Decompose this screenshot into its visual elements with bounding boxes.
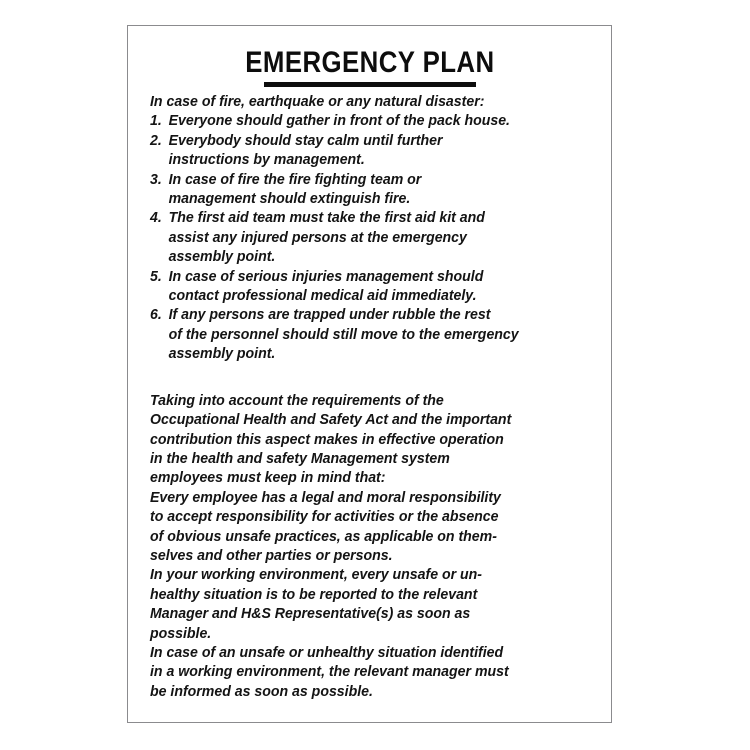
paragraph-line: contribution this aspect makes in effective operation xyxy=(150,430,504,448)
list-item xyxy=(150,170,559,189)
paragraph-line: In your working environment, every unsafe or un- xyxy=(150,566,482,584)
page-title: EMERGENCY PLAN xyxy=(244,46,495,79)
paragraph-line: Every employee has a legal and moral responsibility xyxy=(150,488,501,506)
paragraph-line: Taking into account the requirements of the xyxy=(150,391,444,409)
paragraph-line: selves and other parties or persons. xyxy=(150,546,393,564)
list-item-continuation: assist any injured persons at the emergency xyxy=(168,228,467,246)
title-underline-rule xyxy=(264,82,476,87)
list-item xyxy=(150,131,559,150)
title-block xyxy=(128,48,611,87)
paragraph-line: Occupational Health and Safety Act and the important xyxy=(150,411,512,429)
list-item xyxy=(150,267,559,286)
paragraph-line: to accept responsibility for activities or the absence xyxy=(150,508,499,526)
list-item-continuation: of the personnel should still move to the emergency xyxy=(168,325,519,343)
section-gap xyxy=(150,364,590,391)
intro-line: In case of fire, earthquake or any natural disaster: xyxy=(150,93,485,110)
list-item-number: 4. xyxy=(150,209,162,227)
list-item-continuation: management should extinguish fire. xyxy=(168,190,411,208)
list-item xyxy=(150,208,559,227)
list-item-continuation: contact professional medical aid immediately. xyxy=(168,287,477,305)
list-item-text: Everyone should gather in front of the pack house. xyxy=(168,112,510,130)
list-item-text: In case of fire the fire fighting team or xyxy=(168,170,422,188)
numbered-instruction-list xyxy=(150,111,590,363)
paragraph-line: be informed as soon as possible. xyxy=(150,682,373,700)
paragraph-line: in the health and safety Management system xyxy=(150,449,450,467)
list-item-continuation: instructions by management. xyxy=(168,151,365,169)
list-item-continuation: assembly point. xyxy=(168,345,276,363)
paragraph-line: Manager and H&S Representative(s) as soon as xyxy=(150,605,471,623)
list-item xyxy=(150,305,559,324)
emergency-plan-notice xyxy=(127,25,612,723)
list-item-text: Everybody should stay calm until further xyxy=(168,131,443,149)
paragraph-line: In case of an unsafe or unhealthy situation identified xyxy=(150,643,504,661)
policy-paragraph-block xyxy=(150,391,590,702)
paragraph-line: possible. xyxy=(150,624,212,642)
paragraph-line: in a working environment, the relevant manager must xyxy=(150,663,509,681)
list-item-number: 2. xyxy=(150,131,162,149)
paragraph-line: employees must keep in mind that: xyxy=(150,469,386,487)
list-item xyxy=(150,111,559,130)
list-item-text: If any persons are trapped under rubble the rest xyxy=(168,306,491,324)
list-item-number: 5. xyxy=(150,267,162,285)
list-item-text: The first aid team must take the first aid kit and xyxy=(168,209,485,227)
paragraph-line: healthy situation is to be reported to the relevant xyxy=(150,585,478,603)
list-item-continuation: assembly point. xyxy=(168,248,276,266)
list-item-text: In case of serious injuries management should xyxy=(168,267,484,285)
paragraph-line: of obvious unsafe practices, as applicable on them- xyxy=(150,527,497,545)
list-item-number: 1. xyxy=(150,112,162,130)
list-item-number: 3. xyxy=(150,170,162,188)
list-item-number: 6. xyxy=(150,306,162,324)
notice-body xyxy=(150,92,590,701)
